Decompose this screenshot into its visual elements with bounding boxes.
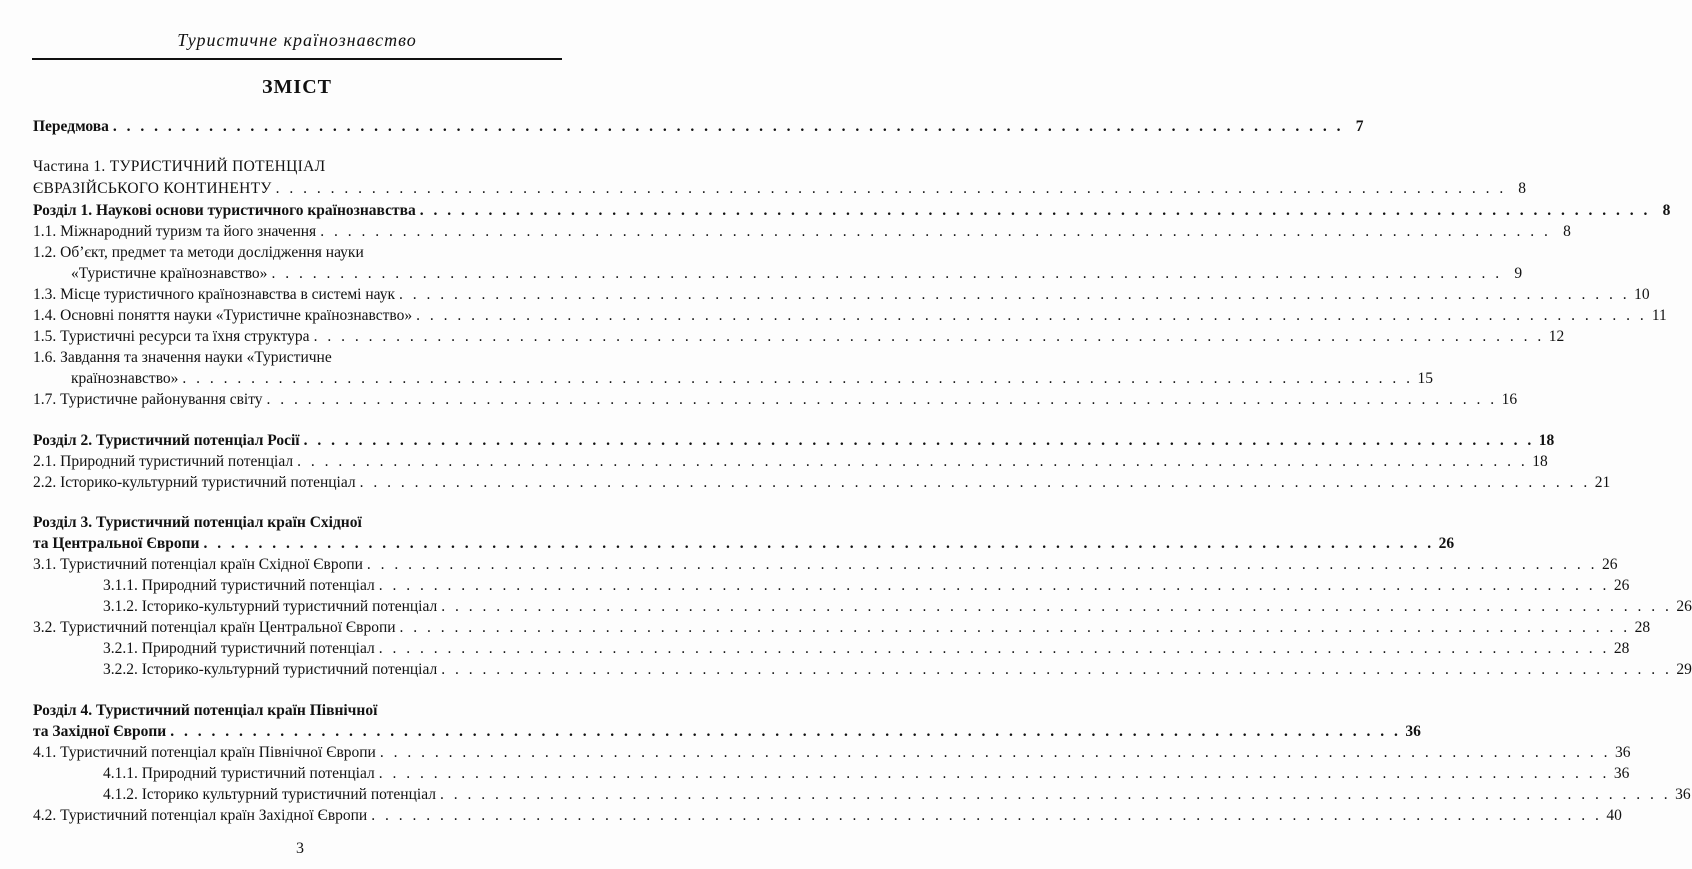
toc-part1-line1: Частина 1. ТУРИСТИЧНИЙ ПОТЕНЦІАЛ [33, 158, 326, 175]
toc-page: 36 [1613, 765, 1630, 782]
header-rule [32, 58, 562, 60]
toc-page: 28 [1634, 619, 1651, 636]
toc-label: 1.3. Місце туристичного країнознавства в системі наук [33, 286, 396, 303]
toc-label: 1.4. Основні поняття науки «Туристичне країнознавство» [33, 307, 413, 324]
toc-label: 3.2.2. Історико-культурний туристичний потенціал [103, 661, 438, 678]
toc-section4-line1: Розділ 4. Туристичний потенціал країн Північної [33, 702, 378, 719]
toc-label: та Центральної Європи [33, 535, 200, 552]
running-header: Туристичне країнознавство [177, 30, 417, 50]
leader-dots [320, 221, 1551, 243]
leader-dots [170, 721, 1401, 743]
leader-dots [371, 805, 1602, 827]
toc-label: 2.1. Природний туристичний потенціал [33, 453, 294, 470]
toc-page: 15 [1417, 370, 1434, 387]
leader-dots [380, 742, 1611, 764]
leader-dots [399, 284, 1630, 306]
toc-page: 36 [1614, 744, 1631, 761]
toc-entry-4-1-1[interactable] [103, 763, 1630, 785]
toc-label: «Туристичне країнознавство» [71, 265, 268, 282]
toc-page: 8 [1563, 223, 1571, 240]
leader-dots [379, 638, 1610, 660]
leader-dots [379, 763, 1610, 785]
toc-entry-1-2[interactable] [71, 263, 1523, 285]
toc-page: 26 [1602, 556, 1618, 573]
toc-label: 4.1. Туристичний потенціал країн Північної Європи [33, 744, 376, 761]
toc-entry-1-1[interactable] [33, 221, 1571, 243]
toc-page: 9 [1514, 265, 1523, 282]
toc-page: 7 [1355, 118, 1364, 135]
toc-label: Передмова [33, 118, 109, 135]
toc-label: 3.1.2. Історико-культурний туристичний потенціал [103, 598, 438, 615]
toc-page: 26 [1438, 535, 1455, 552]
toc-label: 3.1.1. Природний туристичний потенціал [103, 577, 375, 594]
toc-entry-1-6[interactable] [71, 368, 1434, 390]
toc-page: 21 [1594, 474, 1611, 491]
toc-entry-3-1[interactable] [33, 554, 1618, 576]
toc-page: 29 [1676, 661, 1692, 678]
toc-1-6-line1: 1.6. Завдання та значення науки «Туристичне [33, 349, 332, 366]
toc-label: 4.2. Туристичний потенціал країн Західної Європи [33, 807, 368, 824]
leader-dots [304, 430, 1535, 452]
toc-entry-1-3[interactable] [33, 284, 1650, 306]
leader-dots [360, 472, 1591, 494]
leader-dots [314, 326, 1545, 348]
toc-page: 40 [1606, 807, 1622, 824]
toc-section3-line1: Розділ 3. Туристичний потенціал країн Східної [33, 514, 362, 531]
leader-dots [113, 116, 1344, 138]
toc-label: країнознавство» [71, 370, 179, 387]
toc-label: 1.1. Міжнародний туризм та його значення [33, 223, 317, 240]
toc-entry-section2[interactable] [33, 430, 1555, 452]
toc-entry-2-2[interactable] [33, 472, 1611, 494]
toc-label: 3.2.1. Природний туристичний потенціал [103, 640, 375, 657]
toc-entry-3-2-1[interactable] [103, 638, 1630, 660]
toc-label: 1.5. Туристичні ресурси та їхня структура [33, 328, 310, 345]
toc-entry-2-1[interactable] [33, 451, 1548, 473]
toc-page: 36 [1675, 786, 1691, 803]
toc-entry-3-2-2[interactable] [103, 659, 1692, 681]
toc-page: 12 [1548, 328, 1565, 345]
toc-page: 26 [1676, 598, 1692, 615]
page-title: ЗМІСТ [262, 76, 332, 98]
toc-entry-4-1[interactable] [33, 742, 1631, 764]
toc-label: Розділ 2. Туристичний потенціал Росії [33, 432, 300, 449]
toc-entry-1-4[interactable] [33, 305, 1667, 327]
toc-page: 11 [1651, 307, 1667, 324]
toc-page: 8 [1518, 180, 1527, 197]
leader-dots [400, 617, 1631, 639]
leader-dots [367, 554, 1598, 576]
toc-entry-preface[interactable] [33, 116, 1364, 138]
toc-page: 8 [1662, 202, 1671, 219]
toc-entry-section1[interactable] [33, 200, 1671, 222]
toc-page: 36 [1405, 723, 1421, 740]
toc-entry-3-1-2[interactable] [103, 596, 1692, 618]
toc-entry-3-1-1[interactable] [103, 575, 1630, 597]
leader-dots [276, 178, 1507, 200]
leader-dots [271, 263, 1502, 285]
toc-page: 16 [1501, 391, 1518, 408]
toc-label: 1.7. Туристичне районування світу [33, 391, 263, 408]
leader-dots [203, 533, 1434, 555]
toc-label: ЄВРАЗІЙСЬКОГО КОНТИНЕНТУ [33, 180, 272, 197]
toc-page: 10 [1634, 286, 1650, 303]
toc-page: 18 [1538, 432, 1555, 449]
leader-dots [441, 659, 1672, 681]
toc-entry-1-5[interactable] [33, 326, 1565, 348]
leader-dots [267, 389, 1498, 411]
leader-dots [416, 305, 1647, 327]
toc-page: 18 [1532, 453, 1548, 470]
toc-label: Розділ 1. Наукові основи туристичного країнознавства [33, 202, 416, 219]
toc-entry-4-1-2[interactable] [103, 784, 1691, 806]
leader-dots [182, 368, 1413, 390]
toc-1-2-line1: 1.2. Об’єкт, предмет та методи дослідження науки [33, 244, 364, 261]
leader-dots [420, 200, 1651, 222]
toc-page: 26 [1613, 577, 1630, 594]
leader-dots [441, 596, 1672, 618]
toc-entry-part1[interactable] [33, 178, 1527, 200]
toc-entry-3-2[interactable] [33, 617, 1651, 639]
leader-dots [440, 784, 1671, 806]
toc-entry-section4[interactable] [33, 721, 1421, 743]
toc-label: 3.1. Туристичний потенціал країн Східної Європи [33, 556, 363, 573]
toc-label: 3.2. Туристичний потенціал країн Центральної Європи [33, 619, 396, 636]
toc-page: 28 [1613, 640, 1630, 657]
toc-label: 4.1.2. Історико культурний туристичний потенціал [103, 786, 436, 803]
toc-entry-1-7[interactable] [33, 389, 1518, 411]
leader-dots [379, 575, 1610, 597]
leader-dots [297, 451, 1528, 473]
toc-entry-section3[interactable] [33, 533, 1455, 555]
toc-label: 2.2. Історико-культурний туристичний потенціал [33, 474, 356, 491]
toc-entry-4-2[interactable] [33, 805, 1622, 827]
toc-label: 4.1.1. Природний туристичний потенціал [103, 765, 375, 782]
toc-label: та Західної Європи [33, 723, 167, 740]
page-number: 3 [296, 840, 304, 857]
